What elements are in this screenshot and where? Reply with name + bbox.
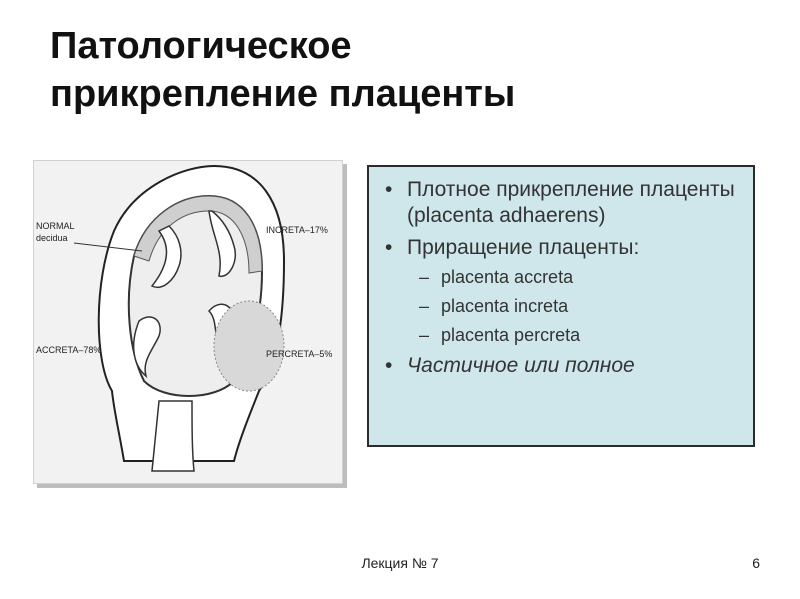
label-normal: NORMAL bbox=[36, 221, 75, 231]
bullet-item-1 bbox=[381, 177, 741, 229]
bullet-item-2 bbox=[381, 235, 741, 347]
bullet-list bbox=[381, 177, 741, 379]
bullet-text-3: Частичное или полное bbox=[407, 354, 635, 377]
bullet-text-2: Приращение плаценты: bbox=[407, 236, 640, 259]
bullet-text-1: Плотное прикрепление плаценты (placenta adhaerens) bbox=[407, 178, 735, 227]
cervix bbox=[152, 401, 194, 471]
label-decidua: decidua bbox=[36, 233, 68, 243]
label-percreta: PERCRETA–5% bbox=[266, 349, 333, 359]
uterus-diagram bbox=[34, 161, 342, 483]
slide-title bbox=[50, 22, 750, 118]
bullet-item-3 bbox=[381, 353, 741, 379]
title-line-2: прикрепление плаценты bbox=[50, 73, 516, 115]
sub-item-accreta: – placenta accreta bbox=[407, 265, 741, 289]
title-line-1: Патологическое bbox=[50, 25, 352, 67]
sub-list bbox=[407, 265, 741, 347]
placenta-diagram-figure bbox=[33, 160, 343, 484]
content-box bbox=[367, 165, 755, 447]
label-increta: INCRETA–17% bbox=[266, 225, 328, 235]
percreta-region bbox=[214, 301, 284, 391]
footer-lecture-label: Лекция № 7 bbox=[361, 555, 439, 571]
label-accreta: ACCRETA–78% bbox=[36, 345, 102, 355]
sub-item-percreta: – placenta percreta bbox=[407, 323, 741, 347]
sub-item-increta: – placenta increta bbox=[407, 294, 741, 318]
footer-page-number: 6 bbox=[752, 555, 760, 571]
